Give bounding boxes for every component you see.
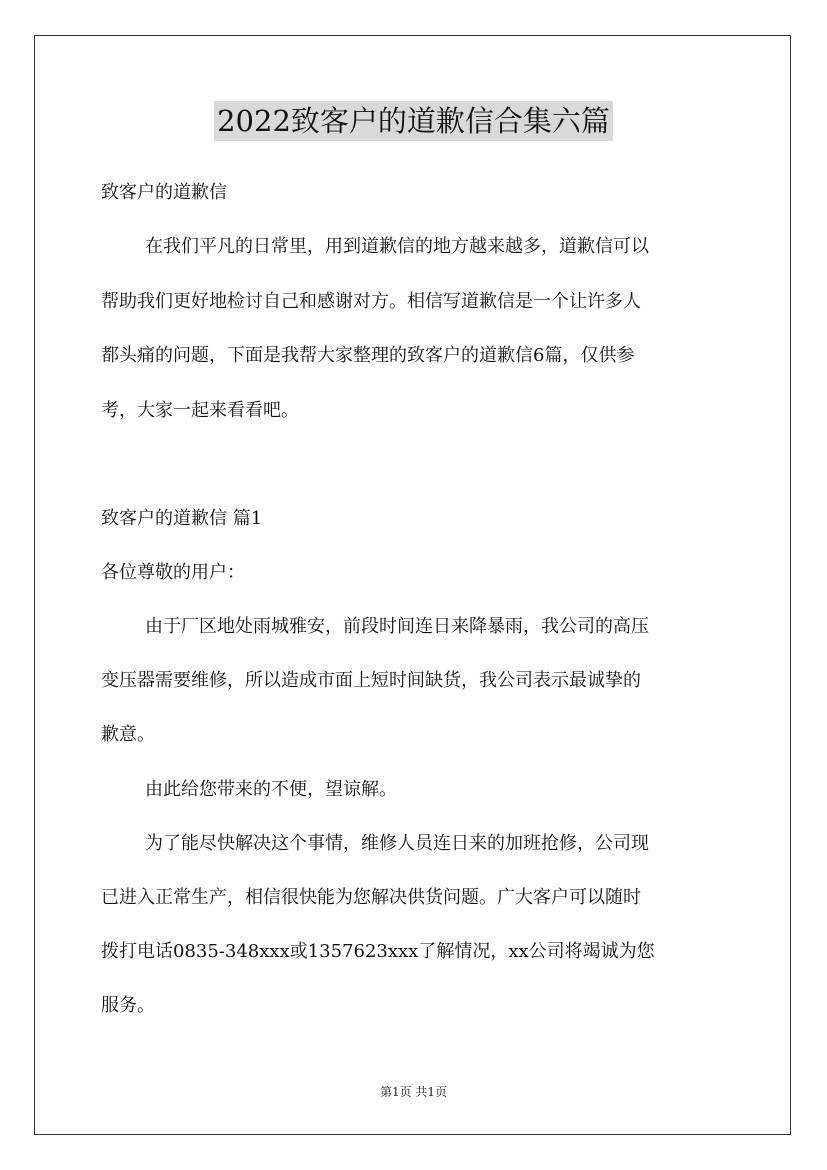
intro-paragraph-line-3: 都头痛的问题，下面是我帮大家整理的致客户的道歉信6篇，仅供参: [101, 345, 635, 366]
intro-heading: 致客户的道歉信: [101, 182, 227, 203]
intro-paragraph-line-1: 在我们平凡的日常里，用到道歉信的地方越来越多，道歉信可以: [145, 236, 649, 257]
intro-paragraph-line-2: 帮助我们更好地检讨自己和感谢对方。相信写道歉信是一个让许多人: [101, 291, 641, 312]
para3-line-1: 为了能尽快解决这个事情，维修人员连日来的加班抢修，公司现: [145, 833, 649, 854]
document-title: 2022致客户的道歉信合集六篇: [214, 101, 613, 141]
page-footer: 第1页 共1页: [379, 1085, 448, 1099]
section1-heading: 致客户的道歉信 篇1: [101, 508, 263, 529]
intro-paragraph-line-4: 考，大家一起来看看吧。: [101, 400, 299, 421]
para3-line-4: 服务。: [101, 995, 155, 1016]
para3-line-2: 已进入正常生产，相信很快能为您解决供货问题。广大客户可以随时: [101, 887, 641, 908]
para1-line-1: 由于厂区地处雨城雅安，前段时间连日来降暴雨，我公司的高压: [145, 616, 649, 637]
para1-line-3: 歉意。: [101, 724, 155, 745]
para2-line-1: 由此给您带来的不便，望谅解。: [145, 779, 397, 800]
salutation: 各位尊敬的用户：: [101, 562, 245, 583]
title-container: [0, 101, 827, 141]
para3-line-3: 拨打电话0835-348xxx或1357623xxx了解情况，xx公司将竭诚为您: [101, 941, 655, 962]
para1-line-2: 变压器需要维修，所以造成市面上短时间缺货，我公司表示最诚挚的: [101, 670, 641, 691]
